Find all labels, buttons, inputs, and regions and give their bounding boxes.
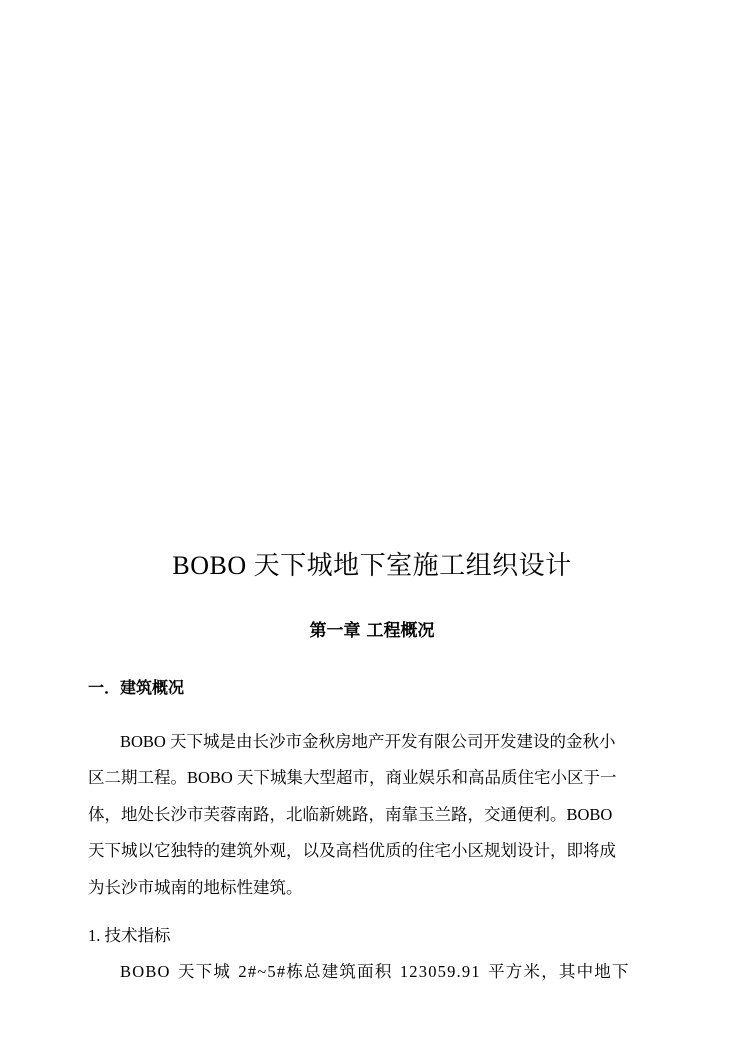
paragraph-line: 为长沙市城南的地标性建筑。: [88, 877, 303, 897]
paragraph-line: 体，地处长沙市芙蓉南路，北临新姚路，南靠玉兰路，交通便利。BOBO: [88, 804, 613, 824]
paragraph-line: BOBO 天下城是由长沙市金秋房地产开发有限公司开发建设的金秋小: [120, 732, 616, 751]
document-title: BOBO 天下城地下室施工组织设计: [172, 551, 572, 580]
section-heading: 一．建筑概况: [88, 678, 185, 697]
indicator-text-line: BOBO 天下城 2#~5#栋总建筑面积 123059.91 平方米，其中地下: [120, 962, 630, 981]
technical-indicators-heading: 1. 技术指标: [88, 926, 171, 945]
chapter-heading: 第一章 工程概况: [309, 621, 435, 641]
paragraph-line: 区二期工程。BOBO 天下城集大型超市，商业娱乐和高品质住宅小区于一: [88, 768, 617, 788]
paragraph-line: 天下城以它独特的建筑外观，以及高档优质的住宅小区规划设计，即将成: [88, 841, 616, 861]
overview-paragraph: [88, 724, 656, 906]
